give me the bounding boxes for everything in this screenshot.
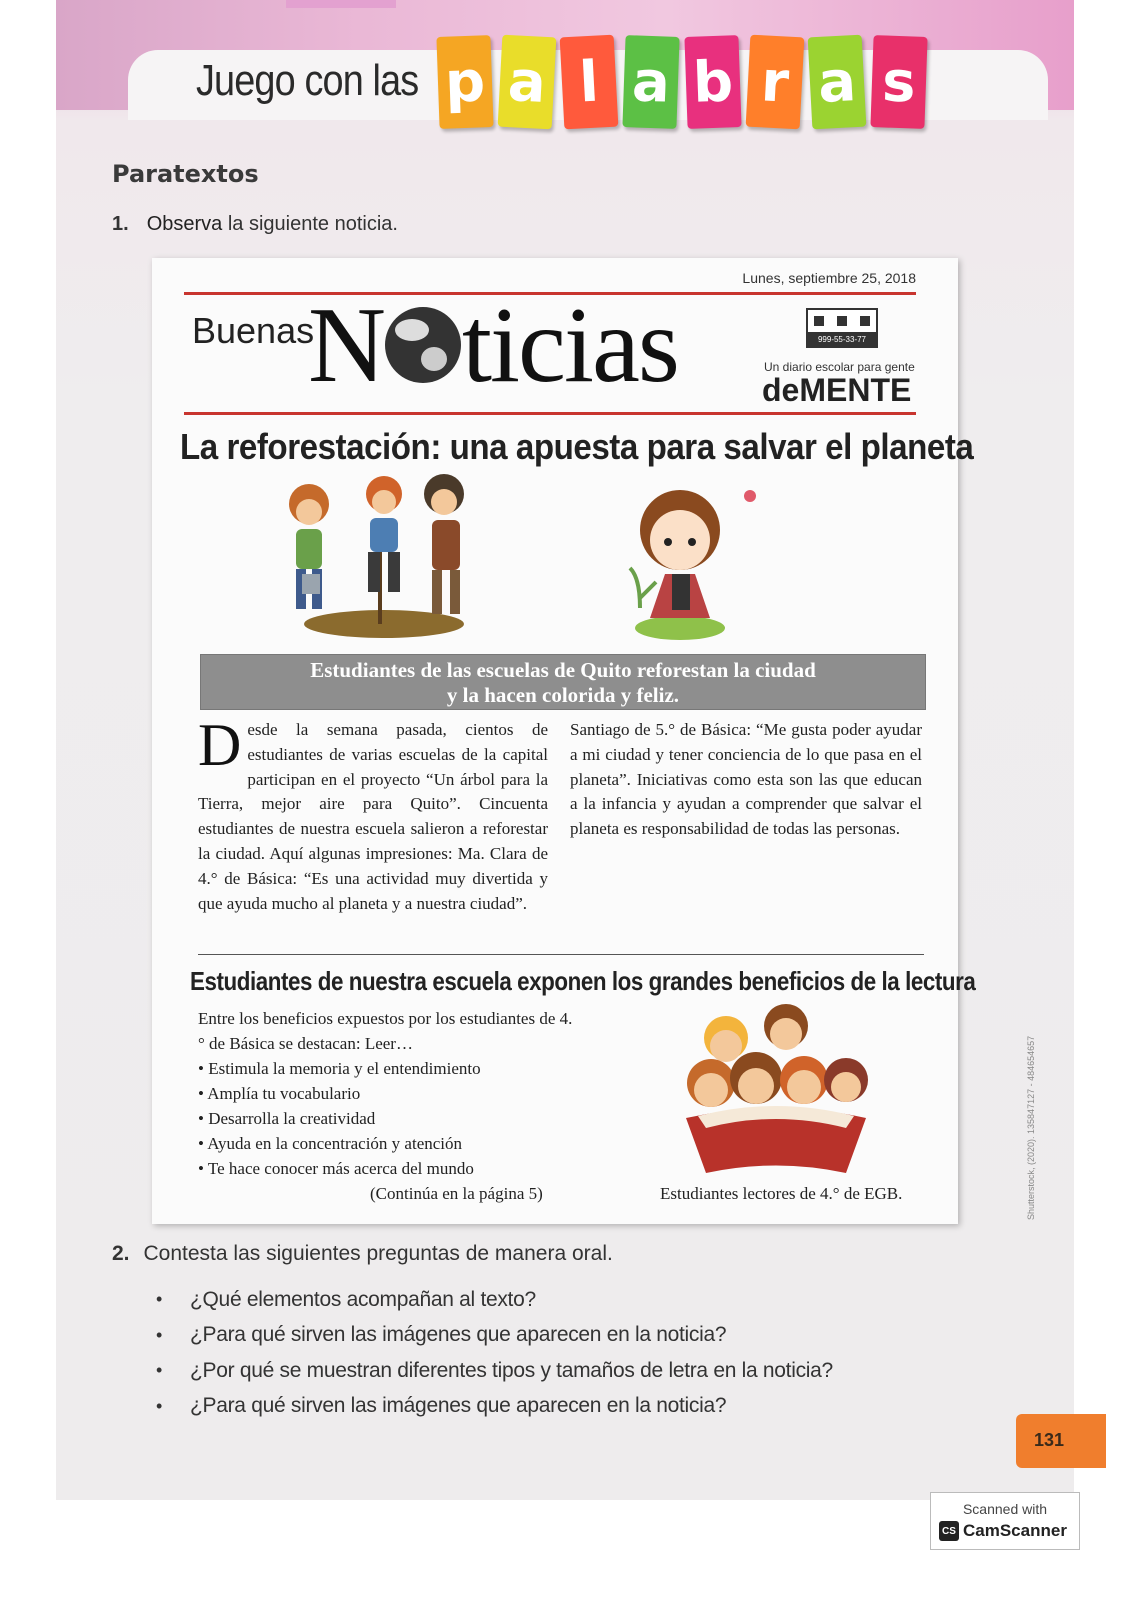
question-verb: Contesta bbox=[143, 1242, 228, 1265]
subheading-banner bbox=[200, 654, 926, 710]
question-1 bbox=[112, 213, 398, 236]
benefit-item: • Estimula la memoria y el entendimiento bbox=[198, 1056, 578, 1081]
question-text: la siguiente noticia. bbox=[227, 213, 398, 235]
list-item: • ¿Para qué sirven las imágenes que aparecen en la noticia? bbox=[156, 1394, 727, 1418]
list-item: • ¿Qué elementos acompañan al texto? bbox=[156, 1287, 536, 1311]
letter-tile: a bbox=[808, 35, 867, 130]
reading-intro: Entre los beneficios expuestos por los estudiantes de 4.° de Básica se destacan: Leer… bbox=[198, 1009, 573, 1053]
benefit-item: • Desarrolla la creatividad bbox=[198, 1106, 578, 1131]
question-item: ¿Para qué sirven las imágenes que aparecen en la noticia? bbox=[190, 1323, 727, 1347]
textbook-page bbox=[56, 0, 1074, 1500]
letter-tile: b bbox=[684, 35, 741, 129]
list-item: • ¿Por qué se muestran diferentes tipos y tamaños de letra en la noticia? bbox=[156, 1358, 833, 1382]
letter-tile: p bbox=[436, 35, 493, 129]
scanner-watermark bbox=[930, 1492, 1080, 1550]
question-item: ¿Por qué se muestran diferentes tipos y tamaños de letra en la noticia? bbox=[190, 1358, 833, 1382]
masthead-small: Buenas bbox=[192, 310, 315, 351]
code-box bbox=[806, 308, 878, 348]
book-section-title: Juego con las bbox=[196, 56, 419, 105]
question-item: ¿Qué elementos acompañan al texto? bbox=[190, 1287, 536, 1311]
question-2 bbox=[112, 1242, 613, 1266]
subhead-line: y la hacen colorida y feliz. bbox=[446, 683, 680, 707]
page-number bbox=[1016, 1414, 1106, 1468]
benefit-item: • Te hace conocer más acerca del mundo bbox=[198, 1156, 578, 1181]
image-caption: Estudiantes lectores de 4.° de EGB. bbox=[660, 1184, 903, 1203]
scanner-line1: Scanned with bbox=[962, 1501, 1048, 1517]
letter-tile: s bbox=[870, 35, 927, 129]
article-text: Santiago de 5.° de Básica: “Me gusta poder ayudar a mi ciudad y tener conciencia de lo que pasa en el planeta”. Iniciativas como esta son las que educan a la infancia y ayudan a comprender que salvar el planeta es responsabilidad de todas las personas. bbox=[570, 720, 922, 839]
tagline: Un diario escolar para gente bbox=[764, 360, 915, 374]
benefit-item: • Ayuda en la concentración y atención bbox=[198, 1131, 578, 1156]
masthead-letter: N bbox=[308, 286, 384, 405]
benefit-item: • Amplía tu vocabulario bbox=[198, 1081, 578, 1106]
masthead-big bbox=[308, 286, 678, 405]
letter-tile: a bbox=[622, 35, 679, 129]
reading-benefits bbox=[198, 1006, 578, 1181]
section-divider bbox=[198, 954, 924, 955]
letter-tile: l bbox=[560, 35, 619, 130]
drop-cap: D bbox=[198, 712, 242, 778]
palabras-tiles bbox=[438, 36, 926, 128]
scanner-line2: CamScanner bbox=[963, 1521, 1067, 1540]
globe-icon bbox=[385, 307, 461, 383]
newspaper-date: Lunes, septiembre 25, 2018 bbox=[742, 270, 916, 286]
headline: La reforestación: una apuesta para salvar el planeta bbox=[180, 426, 974, 467]
red-rule bbox=[184, 412, 916, 415]
question-verb: Observa bbox=[146, 213, 223, 235]
subhead-line: Estudiantes de las escuelas de Quito reforestan la ciudad bbox=[310, 658, 816, 682]
image-credit: Shutterstock, (2020). 135847127 - 484654657 bbox=[1026, 1035, 1036, 1220]
brand: deMENTE bbox=[762, 372, 912, 408]
page-number-text: 131 bbox=[1034, 1430, 1065, 1450]
section-heading: Paratextos bbox=[112, 160, 259, 188]
letter-tile: a bbox=[498, 35, 557, 130]
masthead-rest: ticias bbox=[462, 286, 678, 405]
question-item: ¿Para qué sirven las imágenes que aparecen en la noticia? bbox=[190, 1394, 727, 1418]
question-number: 2. bbox=[112, 1242, 130, 1265]
camscanner-icon: CS bbox=[939, 1521, 959, 1541]
list-item: • ¿Para qué sirven las imágenes que aparecen en la noticia? bbox=[156, 1323, 727, 1347]
article-column-right bbox=[570, 718, 922, 842]
code-text: 999-55-33-77 bbox=[817, 335, 867, 344]
girl-planting-illustration bbox=[620, 478, 770, 648]
question-number: 1. bbox=[112, 213, 129, 235]
newspaper-clipping bbox=[152, 258, 976, 1224]
question-text: las siguientes preguntas de manera oral. bbox=[233, 1242, 613, 1265]
letter-tile: r bbox=[746, 35, 805, 130]
kids-reading-illustration bbox=[676, 998, 876, 1178]
article-text: esde la semana pasada, cientos de estudiantes de varias escuelas de la capital participan en el proyecto “Un árbol para la Tierra, mejor aire para Quito”. Cincuenta estudiantes de nuestra escuela salieron a reforestar la ciudad. Aquí algunas impresiones: Ma. Clara de 4.° de Básica: “Es una actividad muy divertida y que ayuda mucho al planeta y a nuestra ciudad”. bbox=[198, 720, 548, 913]
scanner-brand bbox=[939, 1521, 1067, 1541]
oral-questions-list bbox=[156, 1282, 833, 1424]
article-column-left bbox=[198, 712, 548, 916]
kids-planting-illustration bbox=[274, 474, 494, 644]
continue-note: (Continúa en la página 5) bbox=[370, 1184, 543, 1203]
headline-reading: Estudiantes de nuestra escuela exponen los grandes beneficios de la lectura bbox=[190, 966, 976, 996]
